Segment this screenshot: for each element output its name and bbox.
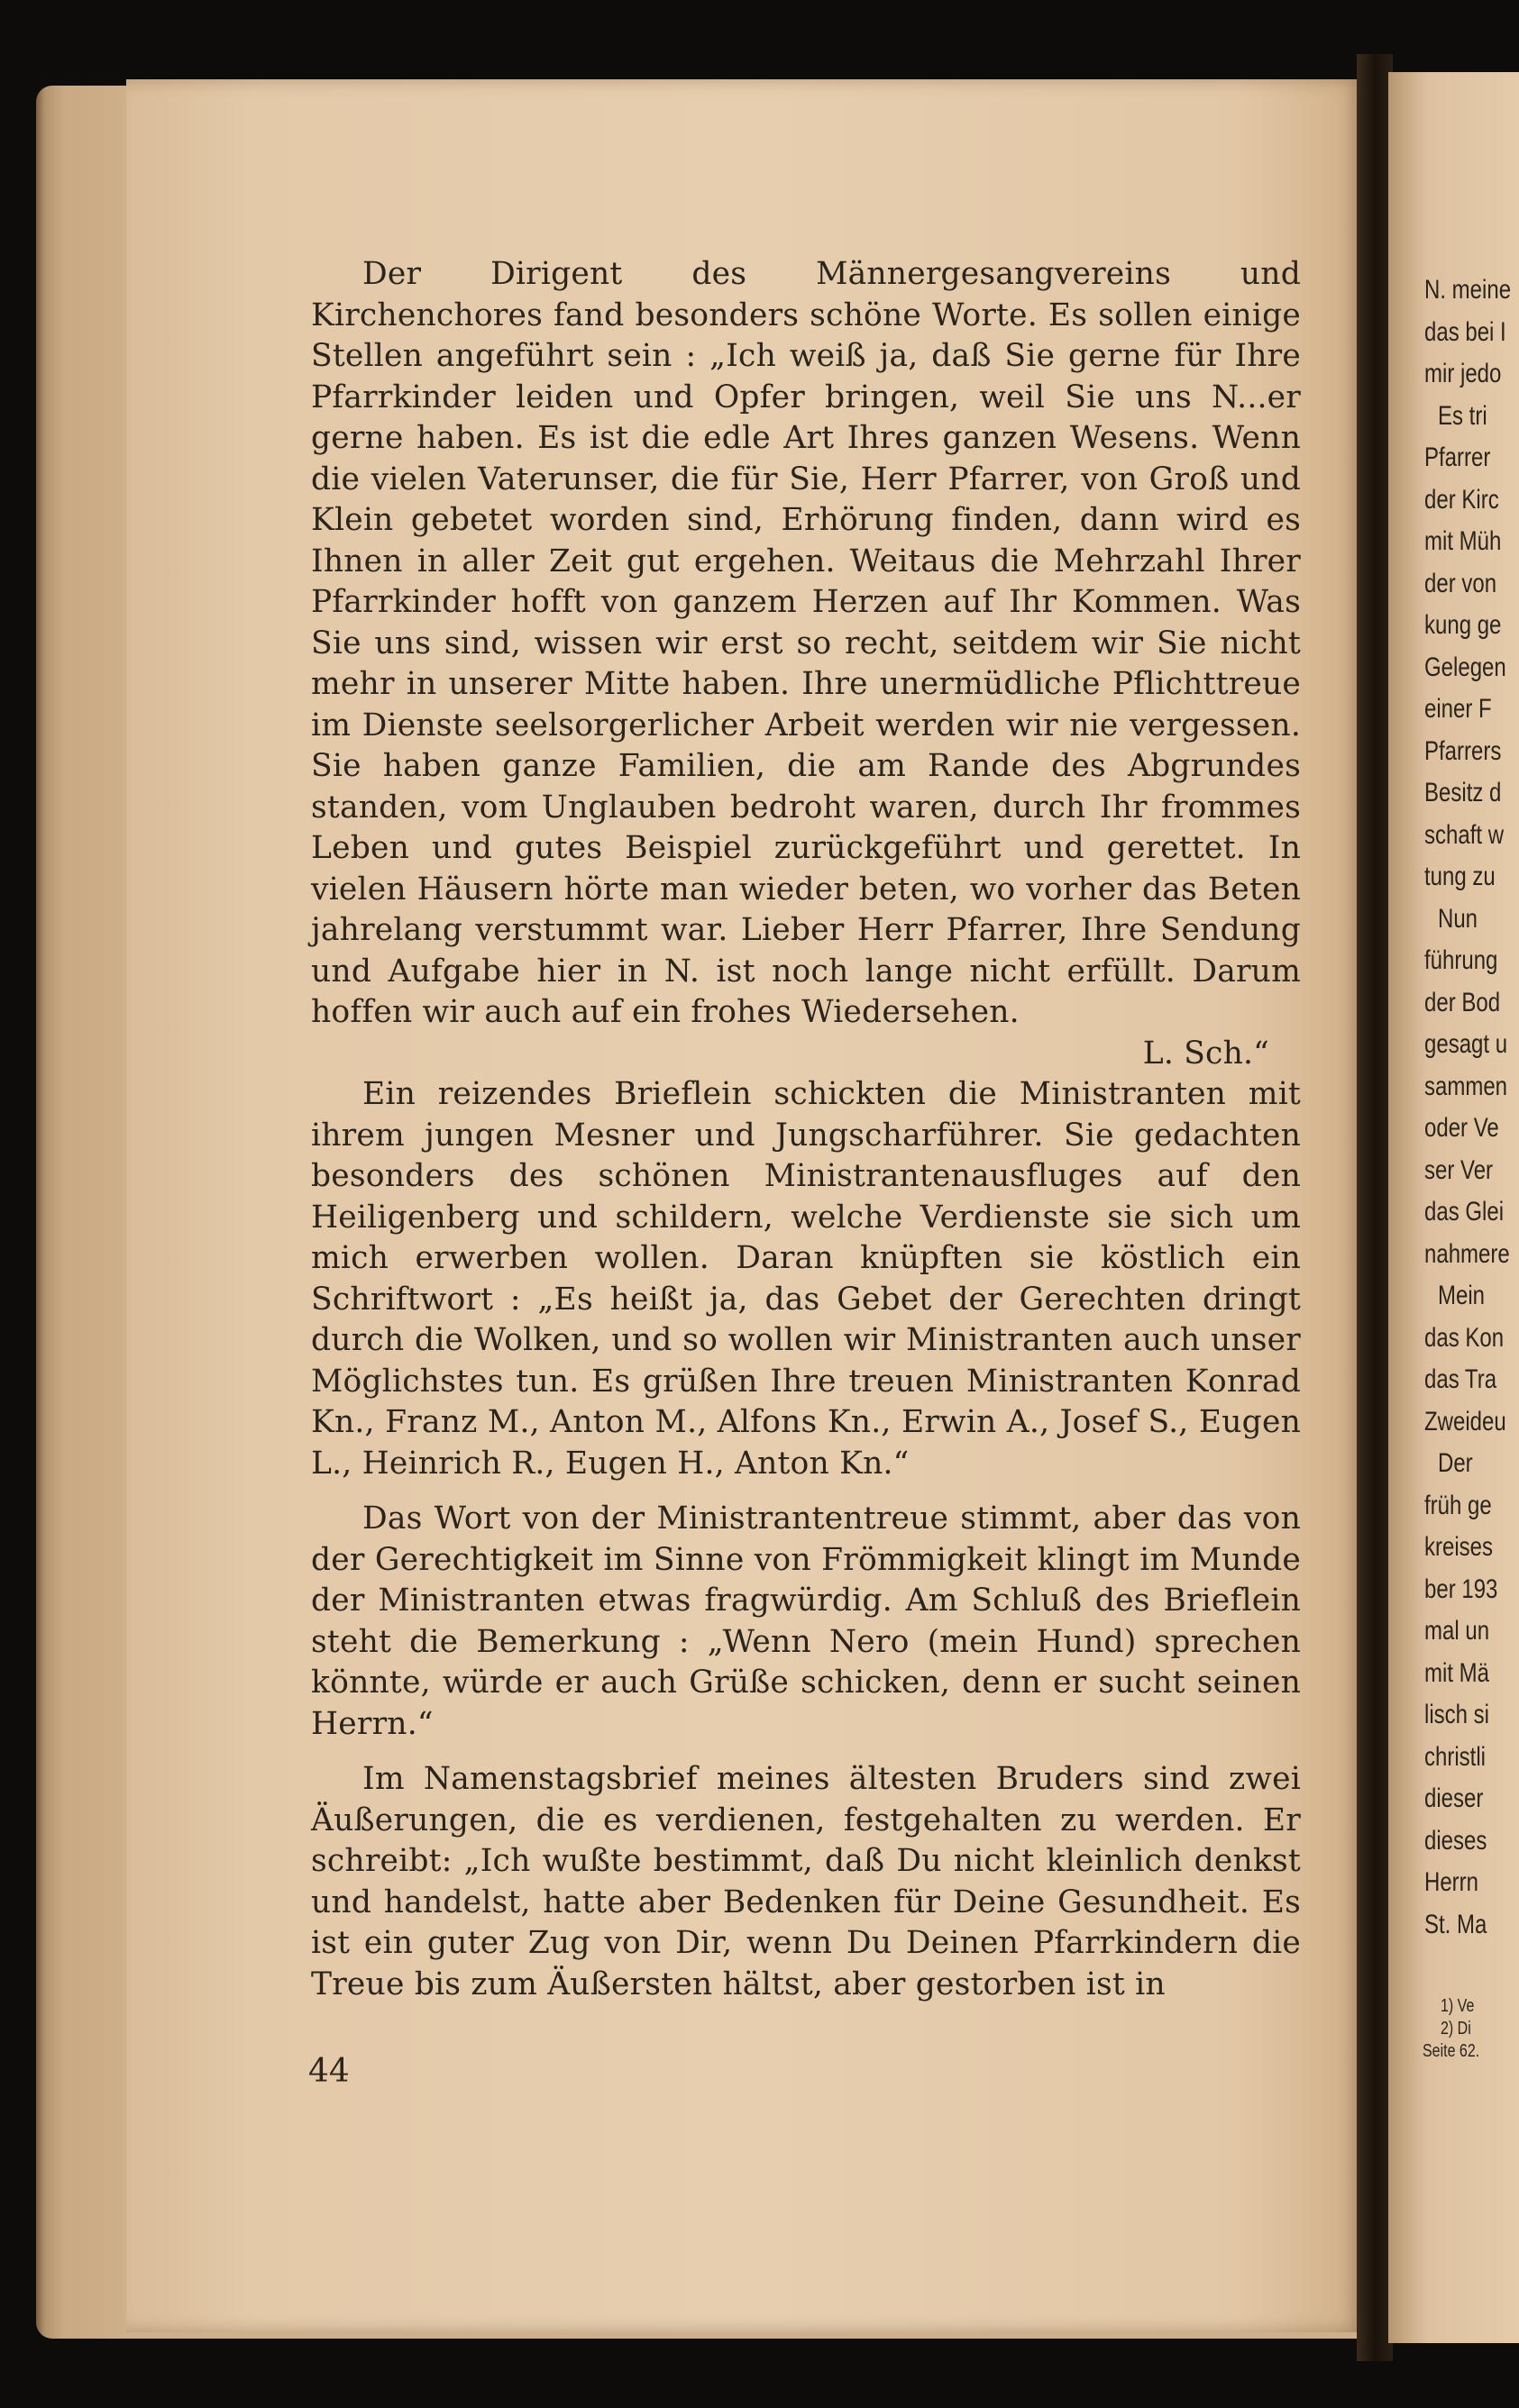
facing-page-line: nahmere [1424,1238,1510,1269]
facing-page-footnote: 1) Ve [1441,1996,1475,2016]
facing-page-line: das Kon [1424,1322,1505,1353]
signature: L. Sch.“ [1142,1035,1269,1072]
facing-page-footnote: 2) Di [1441,2019,1471,2039]
facing-page-line: das bei I [1424,316,1506,347]
facing-page-footnote: Seite 62. [1423,2041,1480,2061]
facing-page-line: St. Ma [1424,1909,1487,1939]
facing-page-line: Besitz d [1424,778,1502,807]
paragraph-ministrantentreue: Das Wort von der Ministrantentreue stimmt, aber das von der Gerechtigkeit im Sinne von Frömmigkeit klingt im Munde der Ministranten etwas fragwürdig. Am Schluß des Brieflein steht die Bemerkung : „Wenn Nero (mein Hund) sprechen könnte, würde er auch Grüße schicken, denn er sucht seinen Herrn.“ [311,1500,1301,1742]
facing-page-line: ber 193 [1424,1573,1498,1604]
facing-page-line: mal un [1424,1616,1490,1646]
page-body [311,254,1301,2005]
paragraph-dirigent: Der Dirigent des Männergesangvereins und Kirchenchores fand besonders schöne Worte. Es sollen einige Stellen angeführt sein : „Ich weiß ja, daß Sie gerne für Ihre Pfarrkinder leiden und Opfer bringen, weil Sie uns N...er gerne haben. Es ist die edle Art Ihres ganzen Wesens. Wenn die vielen Vaterunser, die für Sie, Herr Pfarrer, von Groß und Klein gebetet worden sind, Erhörung finden, dann wird es Ihnen in aller Zeit gut ergehen. Weitaus die Mehrzahl Ihrer Pfarrkinder hofft von ganzem Herzen auf Ihr Kommen. Was Sie uns sind, wissen wir erst so recht, seitdem wir Sie nicht mehr in unserer Mitte haben. Ihre unermüdliche Pflichttreue im Dienste seelsorgerlicher Arbeit werden wir nie vergessen. Sie haben ganze Familien, die am Rande des Abgrundes standen, vom Unglauben bedroht waren, durch Ihr frommes Leben und gutes Beispiel zurückgeführt und gerettet. In vielen Häusern hörte man wieder beten, wo vorher das Beten jahrelang verstummt war. Lieber Herr Pfarrer, Ihre Sendung und Aufgabe hier in N. ist noch lange nicht erfüllt. Darum hoffen wir auch auf ein frohes Wiedersehen. [311,256,1301,1030]
facing-page-line: Zweideu [1424,1406,1506,1437]
facing-page-line: mir jedo [1424,359,1502,388]
facing-page-line: Herrn [1424,1867,1479,1897]
facing-page-line: Es tri [1438,400,1487,431]
facing-page-line: gesagt u [1424,1029,1508,1059]
facing-page-line: einer F [1424,694,1492,724]
facing-page-line: schaft w [1424,819,1505,850]
facing-page-line: dieser [1424,1783,1484,1813]
facing-page-line: mit Müh [1424,526,1502,556]
facing-page-fragment [1388,72,1519,2343]
signoff-line [311,1034,1301,1075]
facing-page-line: der Bod [1424,987,1501,1017]
facing-page-line: das Tra [1424,1364,1497,1394]
facing-page-line: Pfarrer [1424,442,1491,472]
facing-page-line: christli [1424,1741,1487,1772]
book-gutter [1357,54,1393,2361]
facing-page-line: Der [1438,1448,1473,1478]
facing-page-line: Nun [1438,903,1478,934]
facing-page-line: führung [1424,945,1498,975]
facing-page-line: früh ge [1424,1490,1492,1520]
facing-page-line: Mein [1438,1281,1486,1310]
facing-page-line: kung ge [1424,610,1502,640]
page-number: 44 [308,2053,350,2090]
facing-page-line: kreises [1424,1532,1494,1562]
facing-page-line: dieses [1424,1825,1487,1856]
facing-page-line: sammen [1424,1071,1508,1101]
paragraph-ministranten: Ein reizendes Brieflein schickten die Ministranten mit ihrem jungen Mesner und Jungscharführer. Sie gedachten besonders des schönen Ministrantenausfluges auf den Heiligenberg und schildern, welche Verdienste sie sich um mich erwerben wollen. Daran knüpften sie köstlich ein Schriftwort : „Es heißt ja, das Gebet der Gerechten dringt durch die Wolken, und so wollen wir Ministranten auch unser Möglichstes tun. Es grüßen Ihre treuen Ministranten Konrad Kn., Franz M., Anton M., Alfons Kn., Erwin A., Josef S., Eugen L., Heinrich R., Eugen H., Anton Kn.“ [311,1076,1301,1482]
facing-page-line: lisch si [1424,1700,1490,1729]
facing-page-line: mit Mä [1424,1657,1489,1688]
facing-page-line: Pfarrers [1424,735,1502,766]
facing-page-line: der von [1424,568,1497,598]
facing-page-line: der Kirc [1424,484,1499,515]
facing-page-line: Gelegen [1424,652,1506,682]
facing-page-line: N. meine [1424,275,1512,305]
facing-page-line: ser Ver [1424,1154,1494,1185]
facing-page-line: tung zu [1424,862,1496,891]
facing-page-line: oder Ve [1424,1113,1499,1143]
paragraph-namenstagsbrief: Im Namenstagsbrief meines ältesten Bruders sind zwei Äußerungen, die es verdienen, festgehalten zu werden. Er schreibt: „Ich wußte bestimmt, daß Du nicht kleinlich denkst und handelst, hatte aber Bedenken für Deine Gesundheit. Es ist ein guter Zug von Dir, wenn Du Deinen Pfarrkindern die Treue bis zum Äußersten hältst, aber gestorben ist in [311,1761,1301,2002]
facing-page-line: das Glei [1424,1197,1505,1227]
